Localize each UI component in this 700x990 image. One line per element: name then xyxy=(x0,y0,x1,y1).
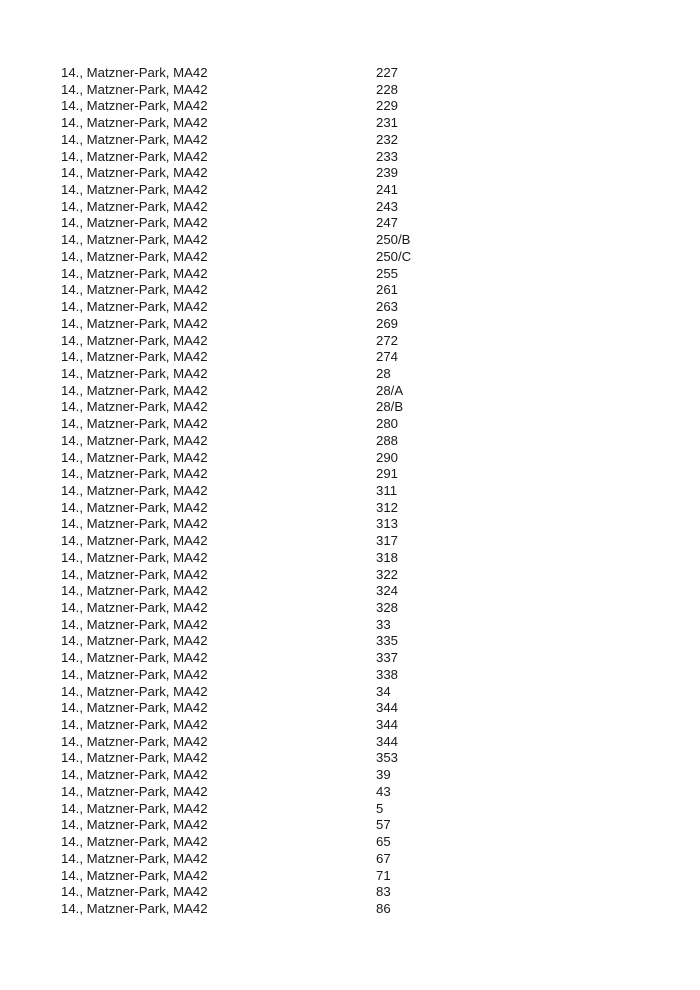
location-text: 14., Matzner-Park, MA42 xyxy=(61,65,208,80)
location-text: 14., Matzner-Park, MA42 xyxy=(61,700,208,716)
house-number-text: 261 xyxy=(376,282,399,298)
house-number-text: 312 xyxy=(376,499,399,515)
house-number-text: 353 xyxy=(376,750,399,766)
list-item xyxy=(61,583,481,600)
location-text: 14., Matzner-Park, MA42 xyxy=(61,633,208,649)
list-item xyxy=(61,316,481,333)
location-text: 14., Matzner-Park, MA42 xyxy=(61,717,208,733)
house-number-text: 250/B xyxy=(376,232,411,248)
location-text: 14., Matzner-Park, MA42 xyxy=(61,750,208,766)
location-text: 14., Matzner-Park, MA42 xyxy=(61,800,208,816)
list-item xyxy=(61,383,481,400)
list-item xyxy=(61,215,481,232)
location-text: 14., Matzner-Park, MA42 xyxy=(61,98,208,114)
house-number-text: 288 xyxy=(376,432,399,448)
list-item xyxy=(61,500,481,517)
list-item xyxy=(61,65,481,82)
location-text: 14., Matzner-Park, MA42 xyxy=(61,416,208,432)
house-number-text: 71 xyxy=(376,867,391,883)
list-item xyxy=(61,550,481,567)
house-number-text: 86 xyxy=(376,900,391,916)
list-item xyxy=(61,600,481,617)
house-number-text: 232 xyxy=(376,131,399,147)
list-item xyxy=(61,249,481,266)
list-item xyxy=(61,466,481,483)
list-item xyxy=(61,282,481,299)
list-item xyxy=(61,617,481,634)
house-number-text: 243 xyxy=(376,198,399,214)
house-number-text: 39 xyxy=(376,767,391,783)
location-text: 14., Matzner-Park, MA42 xyxy=(61,482,208,498)
list-item xyxy=(61,182,481,199)
house-number-text: 344 xyxy=(376,717,399,733)
location-text: 14., Matzner-Park, MA42 xyxy=(61,232,208,248)
house-number-text: 233 xyxy=(376,148,399,164)
list-item xyxy=(61,884,481,901)
location-text: 14., Matzner-Park, MA42 xyxy=(61,148,208,164)
house-number-text: 57 xyxy=(376,817,391,833)
house-number-text: 280 xyxy=(376,416,399,432)
location-text: 14., Matzner-Park, MA42 xyxy=(61,315,208,331)
list-item xyxy=(61,717,481,734)
house-number-text: 344 xyxy=(376,700,399,716)
house-number-text: 241 xyxy=(376,182,399,198)
house-number-text: 291 xyxy=(376,466,399,482)
house-number-text: 328 xyxy=(376,600,399,615)
location-text: 14., Matzner-Park, MA42 xyxy=(61,165,208,181)
list-item xyxy=(61,165,481,182)
house-number-text: 274 xyxy=(376,349,399,365)
location-text: 14., Matzner-Park, MA42 xyxy=(61,600,208,615)
location-text: 14., Matzner-Park, MA42 xyxy=(61,666,208,682)
list-item xyxy=(61,366,481,383)
house-number-text: 227 xyxy=(376,65,399,80)
location-text: 14., Matzner-Park, MA42 xyxy=(61,499,208,515)
house-number-text: 65 xyxy=(376,834,391,850)
list-item xyxy=(61,868,481,885)
location-text: 14., Matzner-Park, MA42 xyxy=(61,81,208,97)
house-number-text: 229 xyxy=(376,98,399,114)
house-number-text: 337 xyxy=(376,650,399,666)
location-text: 14., Matzner-Park, MA42 xyxy=(61,767,208,783)
location-text: 14., Matzner-Park, MA42 xyxy=(61,349,208,365)
location-text: 14., Matzner-Park, MA42 xyxy=(61,783,208,799)
location-text: 14., Matzner-Park, MA42 xyxy=(61,850,208,866)
house-number-text: 28/B xyxy=(376,399,404,415)
house-number-text: 5 xyxy=(376,800,384,816)
list-item xyxy=(61,734,481,751)
list-item xyxy=(61,149,481,166)
house-number-text: 239 xyxy=(376,165,399,181)
list-item xyxy=(61,633,481,650)
list-item xyxy=(61,232,481,249)
list-item xyxy=(61,266,481,283)
house-number-text: 311 xyxy=(376,482,398,498)
location-text: 14., Matzner-Park, MA42 xyxy=(61,449,208,465)
house-number-text: 83 xyxy=(376,884,391,900)
house-number-text: 34 xyxy=(376,683,391,699)
location-text: 14., Matzner-Park, MA42 xyxy=(61,583,208,599)
list-item xyxy=(61,349,481,366)
house-number-text: 344 xyxy=(376,733,399,749)
location-text: 14., Matzner-Park, MA42 xyxy=(61,365,208,381)
list-item xyxy=(61,801,481,818)
location-text: 14., Matzner-Park, MA42 xyxy=(61,299,208,315)
list-item xyxy=(61,817,481,834)
house-number-text: 255 xyxy=(376,265,399,281)
location-text: 14., Matzner-Park, MA42 xyxy=(61,516,208,532)
list-item xyxy=(61,667,481,684)
house-number-text: 317 xyxy=(376,533,399,549)
location-text: 14., Matzner-Park, MA42 xyxy=(61,198,208,214)
house-number-text: 43 xyxy=(376,783,391,799)
list-item xyxy=(61,416,481,433)
house-number-text: 247 xyxy=(376,215,399,231)
location-text: 14., Matzner-Park, MA42 xyxy=(61,867,208,883)
house-number-text: 263 xyxy=(376,299,399,315)
location-text: 14., Matzner-Park, MA42 xyxy=(61,650,208,666)
list-item xyxy=(61,115,481,132)
house-number-text: 33 xyxy=(376,616,391,632)
list-item xyxy=(61,299,481,316)
list-item xyxy=(61,98,481,115)
location-text: 14., Matzner-Park, MA42 xyxy=(61,282,208,298)
list-item xyxy=(61,650,481,667)
list-item xyxy=(61,516,481,533)
location-text: 14., Matzner-Park, MA42 xyxy=(61,884,208,900)
house-number-text: 250/C xyxy=(376,248,412,264)
list-item xyxy=(61,450,481,467)
location-text: 14., Matzner-Park, MA42 xyxy=(61,466,208,482)
location-text: 14., Matzner-Park, MA42 xyxy=(61,817,208,833)
list-item xyxy=(61,433,481,450)
house-number-text: 28 xyxy=(376,365,391,381)
location-text: 14., Matzner-Park, MA42 xyxy=(61,566,208,582)
list-item xyxy=(61,834,481,851)
list-item xyxy=(61,700,481,717)
location-text: 14., Matzner-Park, MA42 xyxy=(61,131,208,147)
location-text: 14., Matzner-Park, MA42 xyxy=(61,182,208,198)
list-item xyxy=(61,199,481,216)
house-number-text: 67 xyxy=(376,850,391,866)
location-text: 14., Matzner-Park, MA42 xyxy=(61,900,208,916)
list-item xyxy=(61,132,481,149)
list-item xyxy=(61,901,481,918)
house-number-text: 269 xyxy=(376,315,399,331)
house-number-text: 324 xyxy=(376,583,399,599)
location-text: 14., Matzner-Park, MA42 xyxy=(61,616,208,632)
house-number-text: 318 xyxy=(376,549,399,565)
location-text: 14., Matzner-Park, MA42 xyxy=(61,549,208,565)
house-number-text: 290 xyxy=(376,449,399,465)
list-item xyxy=(61,333,481,350)
house-number-text: 313 xyxy=(376,516,399,532)
list-item xyxy=(61,750,481,767)
location-text: 14., Matzner-Park, MA42 xyxy=(61,382,208,398)
house-number-text: 28/A xyxy=(376,382,404,398)
location-text: 14., Matzner-Park, MA42 xyxy=(61,399,208,415)
house-number-text: 272 xyxy=(376,332,399,348)
location-text: 14., Matzner-Park, MA42 xyxy=(61,733,208,749)
list-item xyxy=(61,483,481,500)
house-number-text: 231 xyxy=(376,115,399,131)
location-text: 14., Matzner-Park, MA42 xyxy=(61,533,208,549)
house-number-text: 228 xyxy=(376,81,399,97)
location-text: 14., Matzner-Park, MA42 xyxy=(61,115,208,131)
location-text: 14., Matzner-Park, MA42 xyxy=(61,248,208,264)
list-item xyxy=(61,399,481,416)
location-text: 14., Matzner-Park, MA42 xyxy=(61,432,208,448)
list-item xyxy=(61,784,481,801)
list-item xyxy=(61,684,481,701)
location-text: 14., Matzner-Park, MA42 xyxy=(61,215,208,231)
address-list xyxy=(61,65,481,918)
list-item xyxy=(61,82,481,99)
location-text: 14., Matzner-Park, MA42 xyxy=(61,265,208,281)
list-item xyxy=(61,767,481,784)
location-text: 14., Matzner-Park, MA42 xyxy=(61,834,208,850)
list-item xyxy=(61,567,481,584)
house-number-text: 335 xyxy=(376,633,399,649)
list-item xyxy=(61,533,481,550)
house-number-text: 338 xyxy=(376,666,399,682)
list-item xyxy=(61,851,481,868)
location-text: 14., Matzner-Park, MA42 xyxy=(61,332,208,348)
house-number-text: 322 xyxy=(376,566,399,582)
location-text: 14., Matzner-Park, MA42 xyxy=(61,683,208,699)
